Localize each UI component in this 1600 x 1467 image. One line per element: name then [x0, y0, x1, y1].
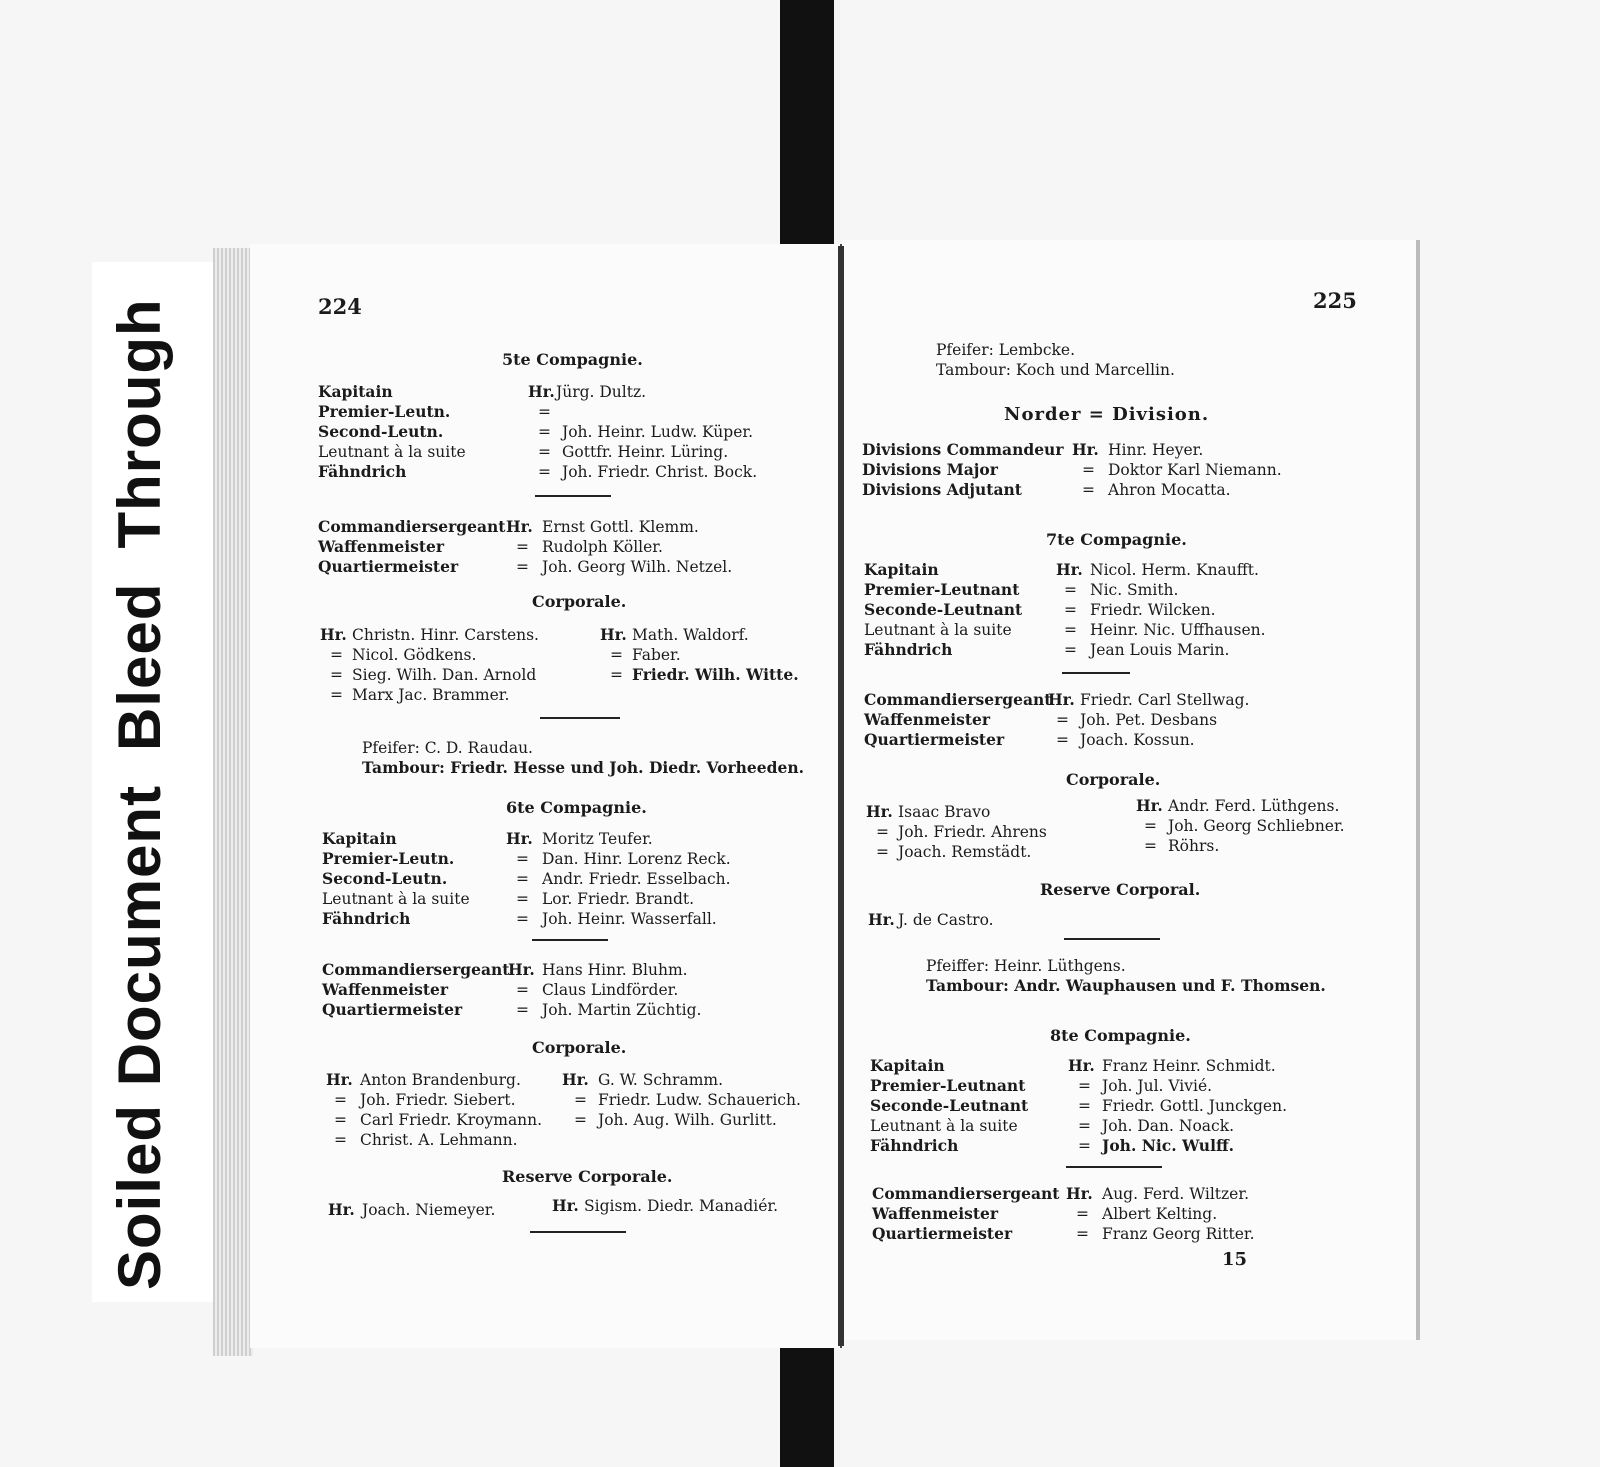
section-rule [540, 717, 620, 719]
rank-label: Quartiermeister [318, 557, 459, 576]
rank-label: Leutnant à la suite [864, 621, 1012, 639]
section-rule [535, 495, 611, 497]
rank-label: Waffenmeister [864, 710, 991, 729]
person-name: Joh. Jul. Vivié. [1102, 1077, 1213, 1095]
person-name: Joh. Friedr. Ahrens [898, 823, 1047, 841]
rank-label: Fähndrich [870, 1136, 959, 1155]
rank-label: Waffenmeister [872, 1204, 999, 1223]
honorific-mark: Hr. [528, 382, 555, 401]
honorific-mark: Hr. [1056, 560, 1083, 579]
ditto-mark: = [516, 910, 529, 928]
ditto-mark: = [610, 646, 623, 664]
honorific-mark: Hr. [1048, 690, 1075, 709]
person-name: Isaac Bravo [898, 803, 991, 821]
honorific-mark: Hr. [508, 960, 535, 979]
person-name: Moritz Teufer. [542, 830, 653, 848]
rank-label: Leutnant à la suite [870, 1117, 1018, 1135]
section-rule [530, 1231, 626, 1233]
person-name: Andr. Friedr. Esselbach. [542, 870, 731, 888]
ditto-mark: = [1064, 601, 1077, 619]
person-name: Joh. Dan. Noack. [1102, 1117, 1235, 1135]
ditto-mark: = [538, 463, 551, 481]
pfeifer-line: Pfeiffer: Heinr. Lüthgens. [926, 957, 1126, 975]
target-label-part: Bleed [106, 582, 173, 751]
person-name: Nicol. Gödkens. [352, 646, 477, 664]
person-name: Joh. Martin Züchtig. [542, 1001, 702, 1019]
person-name: Joh. Heinr. Wasserfall. [542, 910, 717, 928]
division-heading: Norder = Division. [1004, 404, 1210, 425]
person-name: Gottfr. Heinr. Lüring. [562, 443, 729, 461]
rank-label: Commandiersergeant [864, 690, 1052, 709]
target-label-part: Through [106, 298, 173, 549]
reserve-heading: Reserve Corporal. [1040, 880, 1201, 899]
rank-label: Quartiermeister [864, 730, 1005, 749]
person-name: Hans Hinr. Bluhm. [542, 961, 688, 979]
ditto-mark: = [1064, 641, 1077, 659]
ditto-mark: = [1064, 581, 1077, 599]
rank-label: Kapitain [864, 560, 939, 579]
honorific-mark: Hr. [506, 517, 533, 536]
microfilm-strip-bottom [780, 1330, 834, 1467]
rank-label: Premier-Leutn. [322, 849, 455, 868]
book-spine [838, 246, 844, 1346]
ditto-mark: = [1076, 1225, 1089, 1243]
person-name: Joh. Nic. Wulff. [1102, 1136, 1235, 1155]
person-name: Friedr. Carl Stellwag. [1080, 691, 1250, 709]
person-name: Andr. Ferd. Lüthgens. [1168, 797, 1340, 815]
corporale-heading: Corporale. [532, 1038, 627, 1057]
rank-label: Commandiersergeant [322, 960, 510, 979]
rank-label: Quartiermeister [872, 1224, 1013, 1243]
pfeifer-line: Pfeifer: C. D. Raudau. [362, 739, 533, 757]
ditto-mark: = [330, 646, 343, 664]
tambour-line: Tambour: Andr. Wauphausen und F. Thomsen. [926, 976, 1326, 995]
person-name: Friedr. Gottl. Junckgen. [1102, 1097, 1288, 1115]
company-heading: 7te Compagnie. [1046, 530, 1187, 549]
person-name: Röhrs. [1168, 837, 1220, 855]
ditto-mark: = [538, 423, 551, 441]
honorific-mark: Hr. [1068, 1056, 1095, 1075]
ditto-mark: = [574, 1091, 587, 1109]
section-rule [1062, 672, 1130, 674]
person-name: Claus Lindförder. [542, 981, 679, 999]
person-name: Rudolph Köller. [542, 538, 663, 556]
honorific-mark: Hr. [866, 802, 893, 821]
rank-label: Premier-Leutnant [864, 580, 1020, 599]
ditto-mark: = [1082, 481, 1095, 499]
person-name: Joh. Heinr. Ludw. Küper. [562, 423, 754, 441]
person-name: Christn. Hinr. Carstens. [352, 626, 539, 644]
rank-label: Kapitain [318, 382, 393, 401]
person-name: Nic. Smith. [1090, 581, 1179, 599]
rank-label: Fähndrich [322, 909, 411, 928]
person-name: Joh. Pet. Desbans [1080, 711, 1218, 729]
rank-label: Fähndrich [864, 640, 953, 659]
ditto-mark: = [516, 1001, 529, 1019]
rank-label: Leutnant à la suite [322, 890, 470, 908]
section-rule [1066, 1166, 1162, 1168]
rank-label: Premier-Leutnant [870, 1076, 1026, 1095]
section-rule [532, 939, 608, 941]
person-name: Heinr. Nic. Uffhausen. [1090, 621, 1266, 639]
honorific-mark: Hr. [326, 1070, 353, 1089]
person-name: Christ. A. Lehmann. [360, 1131, 518, 1149]
ditto-mark: = [1144, 837, 1157, 855]
rank-label: Kapitain [870, 1056, 945, 1075]
ditto-mark: = [1082, 461, 1095, 479]
ditto-mark: = [876, 843, 889, 861]
honorific-mark: Hr. [320, 625, 347, 644]
rank-label: Fähndrich [318, 462, 407, 481]
person-name: Albert Kelting. [1102, 1205, 1218, 1223]
honorific-mark: Hr. [600, 625, 627, 644]
person-name: Joach. Niemeyer. [362, 1201, 496, 1219]
person-name: Doktor Karl Niemann. [1108, 461, 1282, 479]
ditto-mark: = [330, 686, 343, 704]
person-name: Friedr. Wilcken. [1090, 601, 1216, 619]
ditto-mark: = [876, 823, 889, 841]
person-name: Joh. Georg Wilh. Netzel. [542, 558, 733, 576]
ditto-mark: = [1056, 711, 1069, 729]
person-name: Anton Brandenburg. [360, 1071, 521, 1089]
ditto-mark: = [574, 1111, 587, 1129]
person-name: Joach. Remstädt. [898, 843, 1032, 861]
person-name: G. W. Schramm. [598, 1071, 724, 1089]
honorific-mark: Hr. [1066, 1184, 1093, 1203]
microfilm-strip-top [780, 0, 834, 256]
rank-label: Divisions Adjutant [862, 480, 1022, 499]
person-name: Sigism. Diedr. Manadiér. [584, 1197, 779, 1215]
person-name: Nicol. Herm. Knaufft. [1090, 561, 1259, 579]
ditto-mark: = [516, 558, 529, 576]
rank-label: Second-Leutn. [322, 869, 448, 888]
person-name: Ernst Gottl. Klemm. [542, 518, 699, 536]
company-heading: 8te Compagnie. [1050, 1026, 1191, 1045]
person-name: Sieg. Wilh. Dan. Arnold [352, 666, 537, 684]
ditto-mark: = [1064, 621, 1077, 639]
ditto-mark: = [516, 890, 529, 908]
page-number-right: 225 [1313, 288, 1357, 313]
person-name: Joh. Friedr. Siebert. [360, 1091, 516, 1109]
ditto-mark: = [334, 1131, 347, 1149]
person-name: Dan. Hinr. Lorenz Reck. [542, 850, 731, 868]
person-name: Franz Georg Ritter. [1102, 1225, 1255, 1243]
ditto-mark: = [1078, 1097, 1091, 1115]
rank-label: Seconde-Leutnant [870, 1096, 1029, 1115]
rank-label: Divisions Commandeur [862, 440, 1064, 459]
tambour-line: Tambour: Friedr. Hesse und Joh. Diedr. Vorheeden. [362, 758, 804, 777]
honorific-mark: Hr. [328, 1200, 355, 1219]
company-heading: 5te Compagnie. [502, 350, 643, 369]
person-name: Friedr. Ludw. Schauerich. [598, 1091, 801, 1109]
person-name: Math. Waldorf. [632, 626, 749, 644]
honorific-mark: Hr. [562, 1070, 589, 1089]
ditto-mark: = [538, 443, 551, 461]
company-heading: 6te Compagnie. [506, 798, 647, 817]
person-name: Aug. Ferd. Wiltzer. [1102, 1185, 1249, 1203]
honorific-mark: Hr. [552, 1196, 579, 1215]
ditto-mark: = [334, 1091, 347, 1109]
ditto-mark: = [334, 1111, 347, 1129]
pfeifer-line: Pfeifer: Lembcke. [936, 341, 1076, 359]
page-number-left: 224 [318, 294, 362, 319]
ditto-mark: = [1078, 1117, 1091, 1135]
ditto-mark: = [1076, 1205, 1089, 1223]
ditto-mark: = [1056, 731, 1069, 749]
book-page-edges [213, 248, 253, 1356]
person-name: Jean Louis Marin. [1090, 641, 1230, 659]
rank-label: Seconde-Leutnant [864, 600, 1023, 619]
ditto-mark: = [538, 403, 551, 421]
ditto-mark: = [516, 981, 529, 999]
person-name: Faber. [632, 646, 681, 664]
ditto-mark: = [1144, 817, 1157, 835]
section-rule [1064, 938, 1160, 940]
honorific-mark: Hr. [868, 910, 895, 929]
rank-label: Commandiersergeant [318, 517, 506, 536]
corporale-heading: Corporale. [1066, 770, 1161, 789]
person-name: J. de Castro. [898, 911, 994, 929]
ditto-mark: = [516, 870, 529, 888]
rank-label: Premier-Leutn. [318, 402, 451, 421]
signature-mark: 15 [1222, 1249, 1248, 1270]
honorific-mark: Hr. [1072, 440, 1099, 459]
person-name: Marx Jac. Brammer. [352, 686, 510, 704]
rank-label: Waffenmeister [322, 980, 449, 999]
rank-label: Divisions Major [862, 460, 998, 479]
rank-label: Second-Leutn. [318, 422, 444, 441]
tambour-line: Tambour: Koch und Marcellin. [936, 361, 1175, 379]
corporale-heading: Corporale. [532, 592, 627, 611]
ditto-mark: = [1078, 1137, 1091, 1155]
person-name: Joh. Aug. Wilh. Gurlitt. [598, 1111, 777, 1129]
person-name: Hinr. Heyer. [1108, 441, 1204, 459]
rank-label: Leutnant à la suite [318, 443, 466, 461]
target-label [105, 264, 174, 1290]
person-name: Joach. Kossun. [1080, 731, 1195, 749]
person-name: Lor. Friedr. Brandt. [542, 890, 695, 908]
rank-label: Waffenmeister [318, 537, 445, 556]
ditto-mark: = [330, 666, 343, 684]
reserve-heading: Reserve Corporale. [502, 1167, 673, 1186]
person-name: Joh. Friedr. Christ. Bock. [562, 463, 758, 481]
rank-label: Kapitain [322, 829, 397, 848]
ditto-mark: = [1078, 1077, 1091, 1095]
person-name: Jürg. Dultz. [556, 383, 647, 401]
target-label-part: Soiled Document [106, 784, 173, 1290]
person-name: Joh. Georg Schliebner. [1168, 817, 1345, 835]
ditto-mark: = [516, 850, 529, 868]
ditto-mark: = [516, 538, 529, 556]
rank-label: Quartiermeister [322, 1000, 463, 1019]
person-name: Carl Friedr. Kroymann. [360, 1111, 543, 1129]
honorific-mark: Hr. [1136, 796, 1163, 815]
person-name: Franz Heinr. Schmidt. [1102, 1057, 1276, 1075]
person-name: Ahron Mocatta. [1108, 481, 1231, 499]
rank-label: Commandiersergeant [872, 1184, 1060, 1203]
person-name: Friedr. Wilh. Witte. [632, 665, 799, 684]
ditto-mark: = [610, 666, 623, 684]
honorific-mark: Hr. [506, 829, 533, 848]
